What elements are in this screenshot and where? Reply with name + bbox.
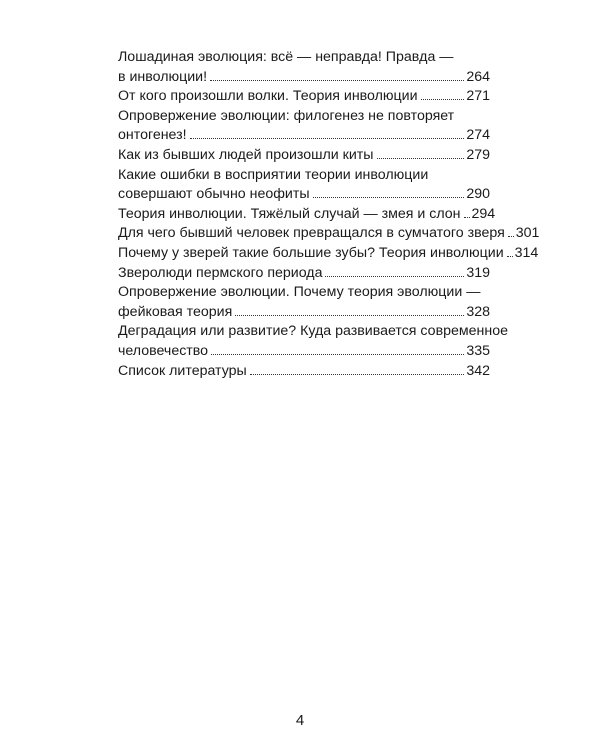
toc-entry-title: онтогенез! — [118, 127, 187, 144]
dot-leader — [211, 354, 464, 355]
dot-leader — [508, 236, 514, 237]
dot-leader — [325, 276, 464, 277]
toc-entry-title: Теория инволюции. Тяжёлый случай — змея и слон — [118, 205, 461, 222]
toc-entry-page: 319 — [466, 264, 490, 281]
toc-entry-title: От кого произошли волки. Теория инволюции — [118, 88, 418, 105]
toc-entry-page: 301 — [515, 225, 540, 242]
toc-entry[interactable] — [118, 87, 490, 107]
toc-entry-page: 274 — [466, 127, 490, 144]
toc-entry-title: Почему у зверей такие большие зубы? Теория инволюции — [118, 244, 504, 261]
dot-leader — [464, 217, 470, 218]
toc-entry-title-line: Лошадиная эволюция: всё — неправда! Правда — — [118, 49, 454, 65]
toc-entry-title: фейковая теория — [118, 303, 233, 320]
toc-entry-title: совершают обычно неофиты — [118, 186, 310, 203]
toc-entry-title: Зверолюди пермского периода — [118, 264, 323, 281]
toc-entry-page: 314 — [514, 244, 539, 261]
dot-leader — [210, 80, 464, 81]
toc-entry[interactable] — [118, 146, 490, 166]
toc-entry[interactable] — [118, 322, 508, 361]
toc-entry[interactable] — [118, 107, 490, 146]
toc-entry-page: 328 — [466, 303, 490, 320]
toc-entry-page: 279 — [466, 146, 490, 163]
table-of-contents — [118, 48, 540, 381]
toc-entry-page: 271 — [466, 88, 490, 105]
toc-entry[interactable] — [118, 224, 540, 244]
toc-entry-title: Для чего бывший человек превращался в сумчатого зверя — [118, 225, 505, 242]
toc-entry[interactable] — [118, 283, 490, 322]
toc-entry-title-line: Опровержение эволюции: филогенез не повторяет — [118, 107, 455, 124]
toc-entry-page: 264 — [466, 68, 490, 85]
toc-entry-page: 335 — [466, 342, 490, 359]
toc-entry-page: 290 — [466, 186, 490, 203]
dot-leader — [250, 374, 465, 375]
toc-entry-page: 294 — [471, 205, 496, 222]
toc-entry[interactable] — [118, 205, 496, 225]
dot-leader — [313, 197, 465, 198]
dot-leader — [235, 315, 464, 316]
toc-entry-title-line: Опровержение эволюции. Почему теория эволюции — — [118, 284, 481, 301]
toc-entry[interactable] — [118, 244, 539, 264]
dot-leader — [507, 256, 513, 257]
toc-entry-title: в инволюции! — [118, 68, 208, 85]
toc-entry-title: Как из бывших людей произошли киты — [118, 146, 374, 163]
toc-entry-title: Список литературы — [118, 362, 247, 379]
page-number: 4 — [295, 712, 305, 729]
toc-entry-page: 342 — [466, 362, 490, 379]
toc-entry[interactable] — [118, 48, 490, 87]
toc-entry[interactable] — [118, 362, 490, 382]
toc-entry-title-line: Деградация или развитие? Куда развивается современное — [118, 323, 508, 340]
dot-leader — [190, 138, 465, 139]
dot-leader — [377, 158, 465, 159]
dot-leader — [421, 99, 465, 100]
toc-entry[interactable] — [118, 166, 490, 205]
toc-entry[interactable] — [118, 264, 490, 284]
toc-entry-title-line: Какие ошибки в восприятии теории инволюции — [118, 166, 429, 183]
toc-entry-title: человечество — [118, 342, 209, 359]
